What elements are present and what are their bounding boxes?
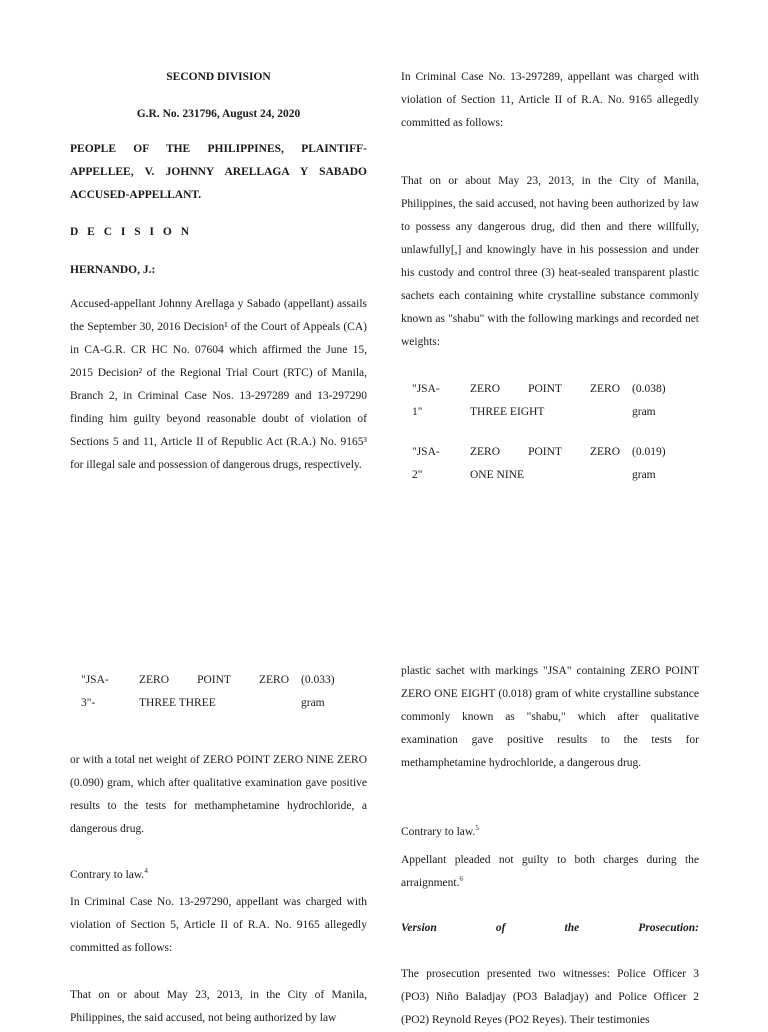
plea-paragraph [401,849,699,895]
footnote-ref: 6 [459,875,463,884]
word-line2: THREE EIGHT [470,406,545,418]
case-parties: PEOPLE OF THE PHILIPPINES, PLAINTIFF-APPELLEE, V. JOHNNY ARELLAGA Y SABADO ACCUSED-APPELLANT. [70,143,367,201]
contrary-text: Contrary to law. [401,826,476,838]
sachet-row [81,669,369,715]
sachet-weight-words [470,378,620,424]
sachet-weight-words [470,441,620,487]
weight-value: (0.038) [632,383,666,395]
word: ZERO [470,383,501,395]
weight-unit: gram [632,469,656,481]
footnote-ref: 4 [144,867,148,876]
word: ZERO [258,674,289,686]
decision-heading: D E C I S I O N [70,226,193,238]
sachet-label-line1: "JSA- [81,674,109,686]
sachet-row [412,378,700,424]
prosecution-paragraph: The prosecution presented two witnesses: Police Officer 3 (PO3) Niño Baladjay (PO3 Baladjay) and Police Officer 2 (PO2) Reynold Reyes (PO2 Reyes). Their testimonies [401,968,699,1026]
contrary-to-law-2 [401,821,699,844]
contrary-text: Contrary to law. [70,869,145,881]
opening-paragraph: Accused-appellant Johnny Arellaga y Sabado (appellant) assails the September 30, 2016 Decision¹ of the Court of Appeals (CA) in CA-G.R. CR HC No. 07604 which affirmed the June 15, 2015 Decision² of the Regional Trial Court (RTC) of Manila, Branch 2, in Criminal Case Nos. 13-297289 and 13-297290 finding him guilty beyond reasonable doubt of violation of Sections 5 and 11, Article II of Republic Act (R.A.) No. 9165³ for illegal sale and possession of dangerous drugs, respectively. [70,298,367,471]
sachet-weight [632,378,672,424]
weight-value: (0.033) [301,674,335,686]
charge-paragraph-1: In Criminal Case No. 13-297289, appellant was charged with violation of Section 11, Article II of R.A. No. 9165 allegedly committed as follows: [401,71,699,129]
word: ZERO [589,383,620,395]
word: POINT [528,446,562,458]
word: POINT [197,674,231,686]
sachet-label-line2: 1" [412,406,423,418]
information-paragraph-2: That on or about May 23, 2013, in the City of Manila, Philippines, the said accused, not being authorized by law [70,989,367,1024]
sachet-label [412,441,452,487]
weight-unit: gram [632,406,656,418]
ponente: HERNANDO, J.: [70,264,156,276]
word: ZERO [139,674,170,686]
sachet-label-line2: 2" [412,469,423,481]
information-paragraph-1: That on or about May 23, 2013, in the City of Manila, Philippines, the said accused, not having been authorized by law to possess any dangerous drug, did then and there willfully, unlawfully[,] and knowingly have in his possession and under his custody and control three (3) heat-sealed transparent plastic sachets each containing white crystalline substance commonly known as "shabu" with the following markings and recorded net weights: [401,175,699,348]
division-heading: SECOND DIVISION [166,71,271,83]
charge-paragraph-2: In Criminal Case No. 13-297290, appellant was charged with violation of Section 5, Article II of R.A. No. 9165 allegedly committed as follows: [70,896,367,954]
sachet-label-line1: "JSA- [412,446,440,458]
case-number: G.R. No. 231796, August 24, 2020 [136,108,301,120]
sachet-row [412,441,700,487]
sachet-label-line1: "JSA- [412,383,440,395]
sachet-continuation-paragraph: plastic sachet with markings "JSA" containing ZERO POINT ZERO ONE EIGHT (0.018) gram of white crystalline substance commonly known as "shabu," which after qualitative examination gave positive results to the tests for methamphetamine hydrochloride, a dangerous drug. [401,665,699,769]
word: POINT [528,383,562,395]
sachet-label [81,669,121,715]
plea-text: Appellant pleaded not guilty to both charges during the arraignment. [401,854,699,889]
word-line2: ONE NINE [470,469,524,481]
sachet-weight [301,669,341,715]
sachet-weight [632,441,672,487]
footnote-ref: 5 [475,824,479,833]
sachet-label [412,378,452,424]
word-line2: THREE THREE [139,697,216,709]
total-weight-paragraph: or with a total net weight of ZERO POINT ZERO NINE ZERO (0.090) gram, which after qualitative examination gave positive results to the tests for methamphetamine hydrochloride, a dangerous drug. [70,754,367,835]
weight-value: (0.019) [632,446,666,458]
contrary-to-law-1 [70,864,367,887]
sachet-weight-words [139,669,289,715]
word: ZERO [589,446,620,458]
prosecution-version-heading: Version of the Prosecution: [401,922,699,934]
word: ZERO [470,446,501,458]
weight-unit: gram [301,697,325,709]
sachet-label-line2: 3"- [81,697,96,709]
